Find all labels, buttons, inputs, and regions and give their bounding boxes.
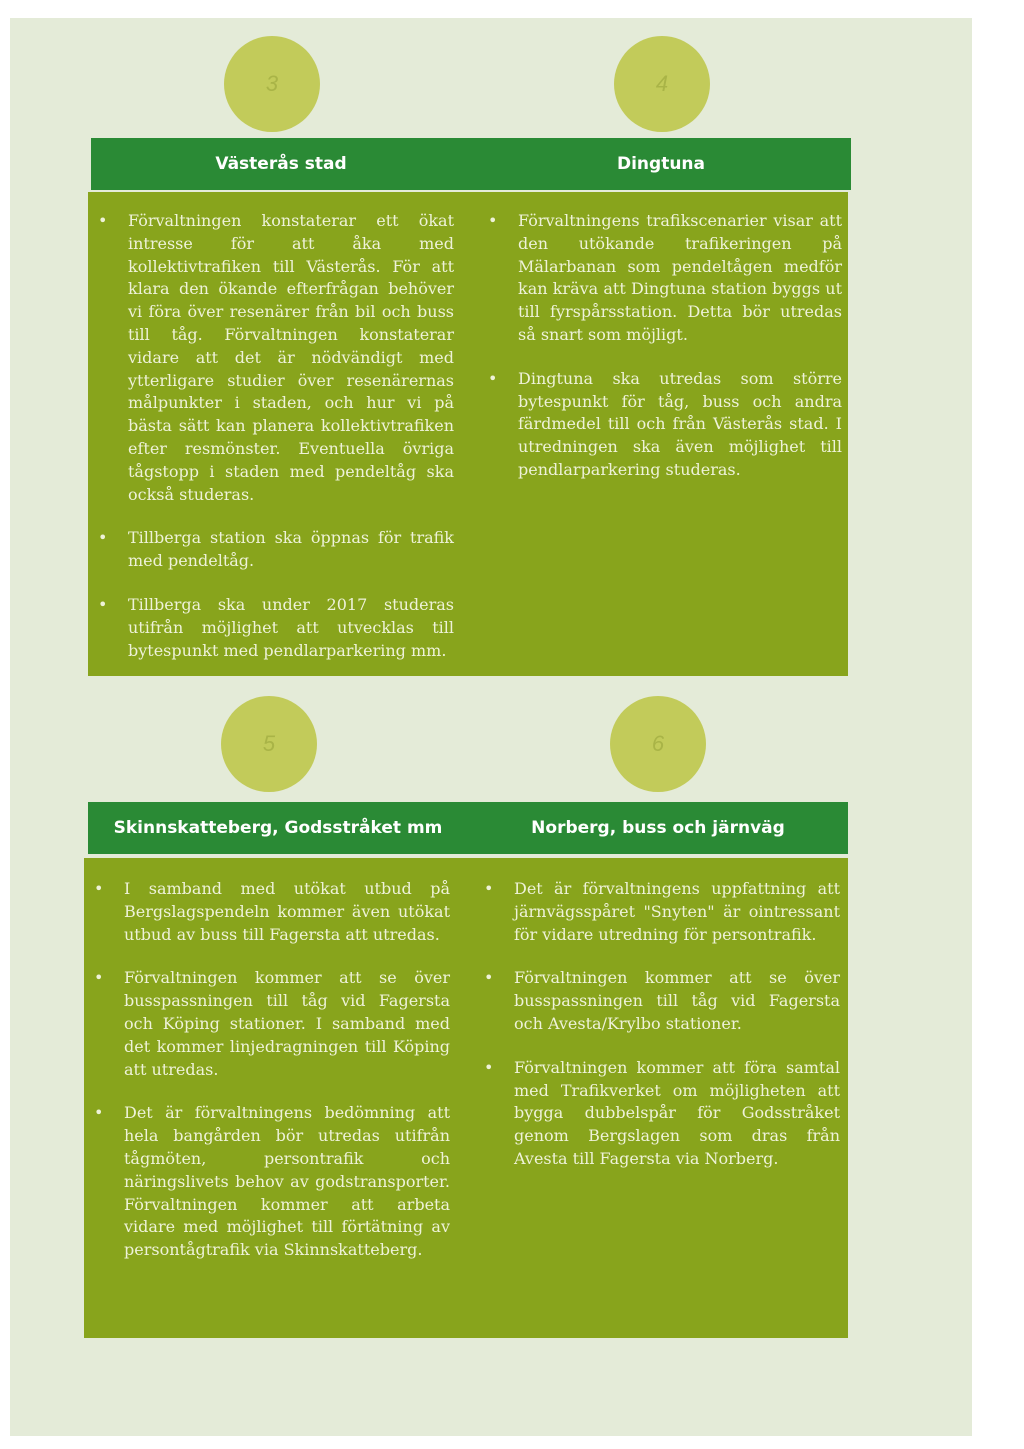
bullet-item: • I samband med utökat utbud på Bergslagspendeln kommer även utökat utbud av buss till Fagersta att utredas. bbox=[92, 878, 450, 946]
section-6-content bbox=[482, 878, 840, 1192]
section-header-dingtuna: Dingtuna bbox=[471, 138, 851, 190]
section-number-badge: 6 bbox=[610, 696, 706, 792]
section-number-badge: 3 bbox=[224, 36, 320, 132]
bullet-item: • Förvaltningen kommer att se över busspassningen till tåg vid Fagersta och Köping stationer. I samband med det kommer linjedragningen till Köping att utredas. bbox=[92, 967, 450, 1081]
section-3-content bbox=[96, 210, 454, 683]
bullet-item: • Förvaltningen kommer att se över busspassningen till tåg vid Fagersta och Avesta/Krylbo stationer. bbox=[482, 967, 840, 1035]
section-number-badge: 4 bbox=[614, 36, 710, 132]
section-header-vasteras: Västerås stad bbox=[91, 138, 471, 190]
bullet-item: • Det är förvaltningens bedömning att hela bangården bör utredas utifrån tågmöten, persontrafik och näringslivets behov av godstransporter. Förvaltningen kommer att arbeta vidare med möjlighet till förtätning av persontågtrafik via Skinnskatteberg. bbox=[92, 1102, 450, 1262]
bullet-item: • Förvaltningen konstaterar ett ökat intresse för att åka med kollektivtrafiken till Västerås. För att klara den ökande efterfrågan behöver vi föra över resenärer från bil och buss till tåg. Förvaltningen konstaterar vidare att det är nödvändigt med ytterligare studier över resenärernas målpunkter i staden, och hur vi på bästa sätt kan planera kollektivtrafiken efter resmönster. Eventuella övriga tågstopp i staden med pendeltåg ska också studeras. bbox=[96, 210, 454, 506]
section-4-content bbox=[486, 210, 842, 503]
section-header-skinnskatteberg: Skinnskatteberg, Godsstråket mm bbox=[88, 802, 468, 854]
bullet-item: • Det är förvaltningens uppfattning att järnvägsspåret "Snyten" är ointressant för vidare utredning för persontrafik. bbox=[482, 878, 840, 946]
bullet-item: • Förvaltningens trafikscenarier visar att den utökande trafikeringen på Mälarbanan som pendeltågen medför kan kräva att Dingtuna station byggs ut till fyrspårsstation. Detta bör utredas så snart som möjligt. bbox=[486, 210, 842, 347]
bullet-item: • Förvaltningen kommer att föra samtal med Trafikverket om möjligheten att bygga dubbelspår för Godsstråket genom Bergslagen som dras från Avesta till Fagersta via Norberg. bbox=[482, 1057, 840, 1171]
section-5-content bbox=[92, 878, 450, 1283]
section-number-badge: 5 bbox=[221, 696, 317, 792]
bullet-item: • Tillberga station ska öppnas för trafik med pendeltåg. bbox=[96, 527, 454, 573]
bullet-item: • Dingtuna ska utredas som större bytespunkt för tåg, buss och andra färdmedel till och från Västerås stad. I utredningen ska även möjlighet till pendlarparkering studeras. bbox=[486, 368, 842, 482]
bullet-item: • Tillberga ska under 2017 studeras utifrån möjlighet att utvecklas till bytespunkt med pendlarparkering mm. bbox=[96, 594, 454, 662]
section-header-norberg: Norberg, buss och järnväg bbox=[468, 802, 848, 854]
